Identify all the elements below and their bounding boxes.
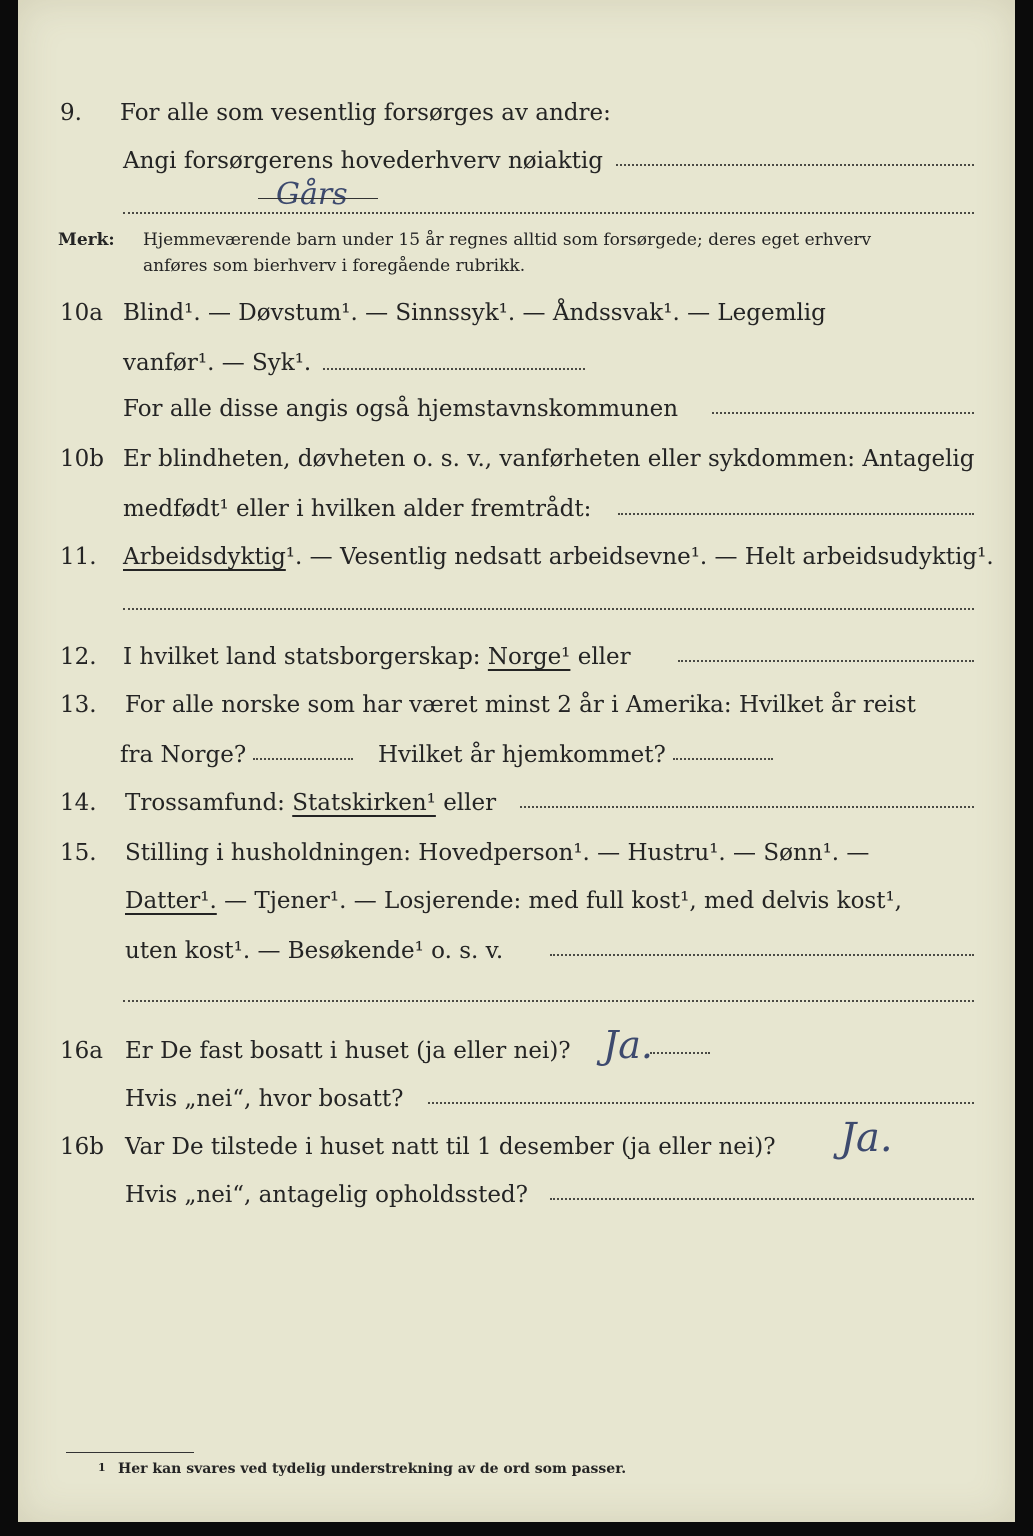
q9-number: 9. (60, 100, 82, 126)
q10a-fill-line (323, 368, 585, 370)
q16b-number: 16b (60, 1134, 104, 1160)
note-line2: anføres som bierhverv i foregående rubrikk. (143, 256, 526, 276)
q16a-line2: Hvis „nei“, hvor bosatt? (125, 1086, 404, 1112)
q12-number: 12. (60, 644, 97, 670)
q14-line (125, 792, 496, 815)
q12-post: eller (577, 644, 631, 670)
q11-line (123, 546, 994, 569)
q14-option-statskirken: Statskirken¹ (292, 790, 436, 816)
q12-line (123, 646, 631, 669)
q9-handwritten-answer: Gårs (276, 177, 348, 212)
q9-line1: For alle som vesentlig forsørges av andre: (120, 100, 611, 126)
q12-fill-line (678, 660, 974, 662)
q16a-fill-line-2 (428, 1102, 974, 1104)
q14-number: 14. (60, 790, 97, 816)
q10a-line3: For alle disse angis også hjemstavnskommunen (123, 396, 679, 422)
note-line1: Hjemmeværende barn under 15 år regnes alltid som forsørgede; deres eget erhverv (143, 230, 872, 250)
q9-answer-stroke (258, 198, 378, 199)
q16b-handwritten-answer: Ja. (840, 1115, 893, 1161)
q10b-line1: Er blindheten, døvheten o. s. v., vanførheten eller sykdommen: Antagelig (123, 446, 975, 472)
q10a-line2: vanfør¹. — Syk¹. (123, 350, 312, 376)
q13-number: 13. (60, 692, 97, 718)
q16a-handwritten-answer: Ja. (603, 1023, 653, 1067)
q13-line2a: fra Norge? (120, 742, 247, 768)
q10a-fill-line-2 (712, 412, 974, 414)
q12-option-norge: Norge¹ (487, 644, 571, 670)
q13-line2b: Hvilket år hjemkommet? (378, 742, 666, 768)
footnote-mark: 1 (98, 1461, 106, 1474)
footnote-text: Her kan svares ved tydelig understrekning av de ord som passer. (118, 1461, 627, 1477)
q16b-line2: Hvis „nei“, antagelig opholdssted? (125, 1182, 528, 1208)
q15-line2-rest: — Tjener¹. — Losjerende: med full kost¹, med delvis kost¹, (224, 888, 902, 914)
q11-rest: ¹. — Vesentlig nedsatt arbeidsevne¹. — Helt arbeidsudyktig¹. (285, 544, 994, 570)
q10b-fill-line (618, 513, 974, 515)
q16a-line1: Er De fast bosatt i huset (ja eller nei)? (125, 1038, 571, 1064)
q9-line2: Angi forsørgerens hovederhverv nøiaktig (123, 148, 603, 174)
q16a-fill-line (650, 1052, 710, 1054)
q13-line1: For alle norske som har været minst 2 år i Amerika: Hvilket år reist (125, 692, 916, 718)
q15-fill-line (550, 954, 974, 956)
census-form-page (18, 0, 1015, 1522)
q11-number: 11. (60, 544, 97, 570)
q9-fill-line (616, 164, 974, 166)
q16b-line1: Var De tilstede i huset natt til 1 desember (ja eller nei)? (125, 1134, 776, 1160)
q10b-number: 10b (60, 446, 104, 472)
q16a-number: 16a (60, 1038, 103, 1064)
q15-line3: uten kost¹. — Besøkende¹ o. s. v. (125, 938, 504, 964)
q14-fill-line (520, 806, 974, 808)
q14-post: eller (443, 790, 497, 816)
q12-pre: I hvilket land statsborgerskap: (123, 644, 481, 670)
q14-pre: Trossamfund: (125, 790, 285, 816)
q15-option-datter: Datter¹. (125, 888, 217, 914)
q13-fill-line-a (253, 758, 353, 760)
q15-line2 (125, 890, 902, 913)
q10a-number: 10a (60, 300, 103, 326)
q16b-fill-line (550, 1198, 974, 1200)
note-label: Merk: (58, 230, 115, 250)
footnote-rule (66, 1452, 194, 1453)
q10b-line2: medfødt¹ eller i hvilken alder fremtrådt: (123, 496, 592, 522)
q11-option-arbeidsdyktig: Arbeidsdyktig (123, 544, 286, 570)
q11-fill-line (123, 608, 974, 610)
q9-fill-line-2 (123, 212, 974, 214)
q15-fill-line-2 (123, 1000, 974, 1002)
q13-fill-line-b (673, 758, 773, 760)
q15-number: 15. (60, 840, 97, 866)
q10a-line1: Blind¹. — Døvstum¹. — Sinnssyk¹. — Åndssvak¹. — Legemlig (123, 300, 826, 326)
q15-line1: Stilling i husholdningen: Hovedperson¹. — Hustru¹. — Sønn¹. — (125, 840, 870, 866)
